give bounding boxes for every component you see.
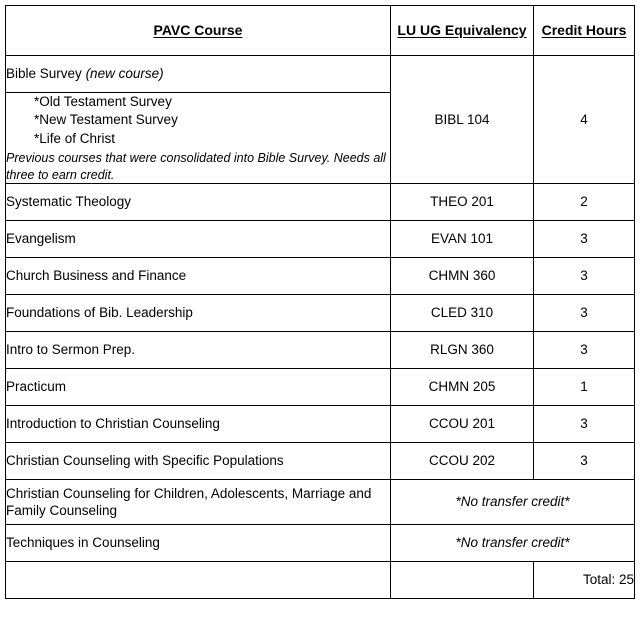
header-label-equivalency: LU UG Equivalency: [397, 21, 527, 38]
table-row-no-credit: [6, 524, 635, 561]
cell-credit-hours: 3: [534, 220, 635, 257]
list-item: *New Testament Survey: [34, 112, 178, 128]
cell-equivalency: CHMN 205: [391, 368, 534, 405]
table-row: [6, 442, 635, 479]
cell-course-name: Systematic Theology: [6, 183, 391, 220]
cell-course-name: Evangelism: [6, 220, 391, 257]
table-row-bible-survey-title: [6, 56, 635, 93]
cell-bible-survey-title: [6, 56, 391, 93]
table-row: [6, 257, 635, 294]
header-cell-credit-hours: [534, 6, 635, 56]
cell-total-credit-hours: Total: 25: [534, 561, 635, 598]
cell-course-name: Practicum: [6, 368, 391, 405]
bible-survey-title: Bible Survey: [6, 66, 82, 82]
bible-survey-title-note: (new course): [85, 66, 164, 82]
table-row-no-credit: [6, 479, 635, 524]
bible-survey-note: Previous courses that were consolidated into Bible Survey. Needs all three to earn credit.: [6, 151, 386, 182]
list-item: *Life of Christ: [34, 130, 116, 146]
table-row: [6, 183, 635, 220]
cell-equivalency: CLED 310: [391, 294, 534, 331]
cell-course-name: Techniques in Counseling: [6, 524, 391, 561]
cell-course-name: Introduction to Christian Counseling: [6, 405, 391, 442]
table-row: [6, 294, 635, 331]
bible-survey-sub-course-list: [6, 93, 390, 150]
cell-credit-hours: 3: [534, 257, 635, 294]
cell-credit-hours: 3: [534, 331, 635, 368]
cell-course-name: Church Business and Finance: [6, 257, 391, 294]
cell-credit-hours: 2: [534, 183, 635, 220]
cell-equivalency: CCOU 202: [391, 442, 534, 479]
cell-credit-hours: 3: [534, 442, 635, 479]
cell-equivalency: RLGN 360: [391, 331, 534, 368]
cell-empty-equivalency: [391, 561, 534, 598]
header-label-credit-hours: Credit Hours: [541, 21, 627, 38]
cell-equivalency: THEO 201: [391, 183, 534, 220]
status-badge-no-transfer-credit: *No transfer credit*: [391, 524, 635, 561]
cell-bible-survey-equivalency: BIBL 104: [391, 56, 534, 184]
cell-credit-hours: 3: [534, 405, 635, 442]
cell-bible-survey-credit-hours: 4: [534, 56, 635, 184]
header-label-course: PAVC Course: [153, 21, 243, 38]
cell-credit-hours: 1: [534, 368, 635, 405]
cell-empty-course: [6, 561, 391, 598]
table-row-total: [6, 561, 635, 598]
cell-equivalency: CCOU 201: [391, 405, 534, 442]
list-item: *Old Testament Survey: [34, 94, 172, 109]
cell-course-name: Christian Counseling with Specific Populations: [6, 442, 391, 479]
table-row: [6, 368, 635, 405]
table-header-row: [6, 6, 635, 56]
header-cell-equivalency: [391, 6, 534, 56]
cell-credit-hours: 3: [534, 294, 635, 331]
header-cell-course: [6, 6, 391, 56]
cell-course-name: Intro to Sermon Prep.: [6, 331, 391, 368]
table-row: [6, 331, 635, 368]
cell-course-name: Foundations of Bib. Leadership: [6, 294, 391, 331]
cell-equivalency: EVAN 101: [391, 220, 534, 257]
cell-bible-survey-details: [6, 93, 391, 184]
cell-course-name: Christian Counseling for Children, Adolescents, Marriage and Family Counseling: [6, 479, 391, 524]
status-badge-no-transfer-credit: *No transfer credit*: [391, 479, 635, 524]
table-row: [6, 220, 635, 257]
table-row: [6, 405, 635, 442]
cell-equivalency: CHMN 360: [391, 257, 534, 294]
transfer-credit-table: [5, 5, 635, 599]
